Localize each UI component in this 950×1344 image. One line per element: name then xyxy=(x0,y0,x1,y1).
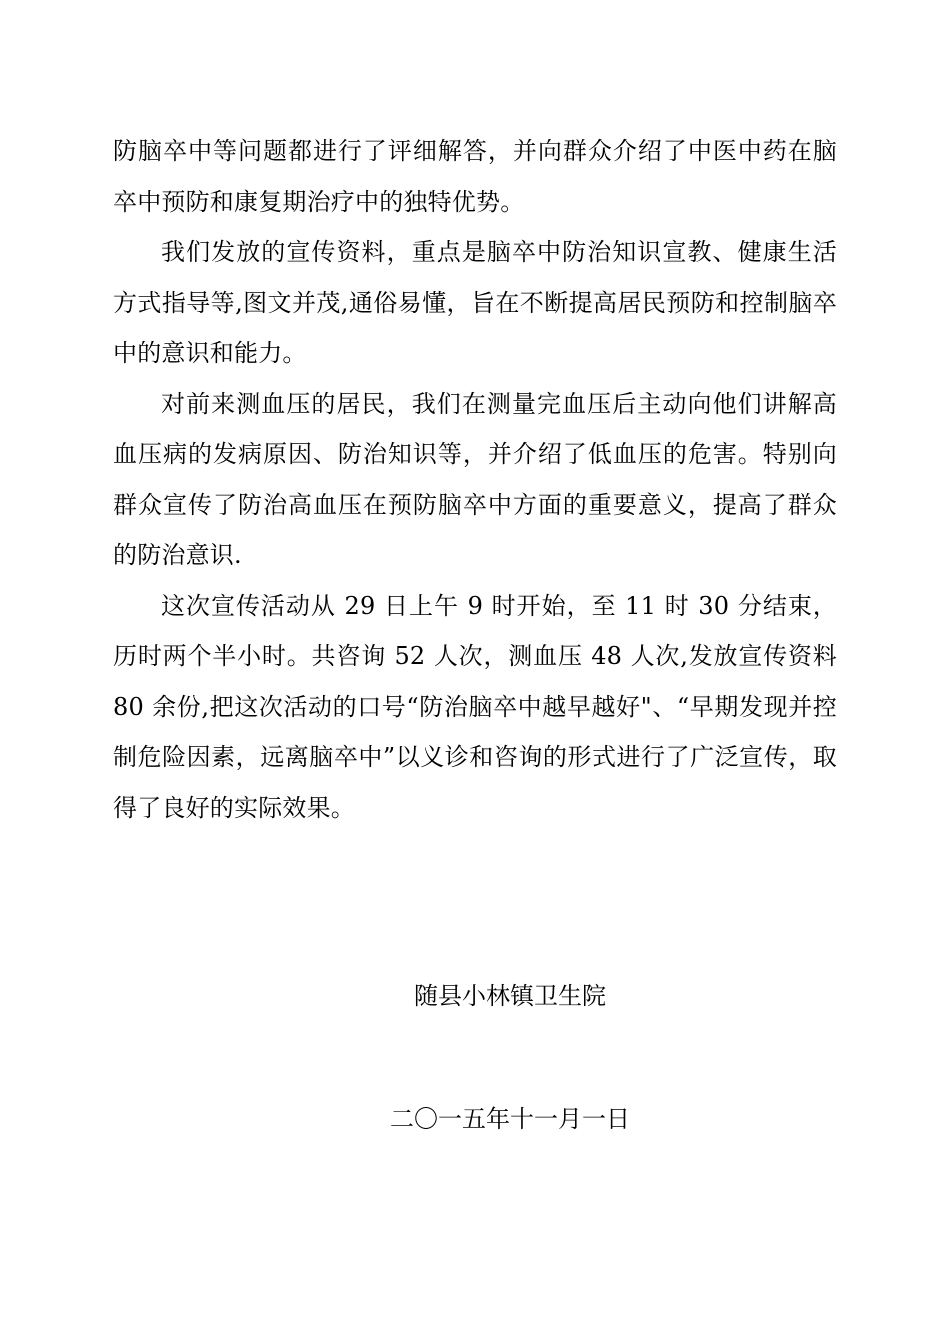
signature-organization: 随县小林镇卫生院 xyxy=(414,982,606,1010)
paragraph-3: 对前来测血压的居民，我们在测量完血压后主动向他们讲解高血压病的发病原因、防治知识等，并介绍了低血压的危害。特别向群众宣传了防治高血压在预防脑卒中方面的重要意义，提高了群众的防治意识. xyxy=(113,389,837,569)
paragraph-4: 这次宣传活动从 29 日上午 9 时开始，至 11 时 30 分结束，历时两个半小时。共咨询 52 人次，测血压 48 人次,发放宣传资料 80 余份,把这次活动的口号“防治脑卒中越早越好"、“早期发现并控制危险因素，远离脑卒中”以义诊和咨询的形式进行了广泛宣传，取得了良好的实际效果。 xyxy=(113,591,837,822)
paragraph-2: 我们发放的宣传资料，重点是脑卒中防治知识宣教、健康生活方式指导等,图文并茂,通俗易懂，旨在不断提高居民预防和控制脑卒中的意识和能力。 xyxy=(113,238,837,367)
paragraph-1: 防脑卒中等问题都进行了评细解答，并向群众介绍了中医中药在脑卒中预防和康复期治疗中的独特优势。 xyxy=(113,137,837,216)
document-body xyxy=(113,126,837,833)
signature-date: 二〇一五年十一月一日 xyxy=(390,1105,630,1133)
